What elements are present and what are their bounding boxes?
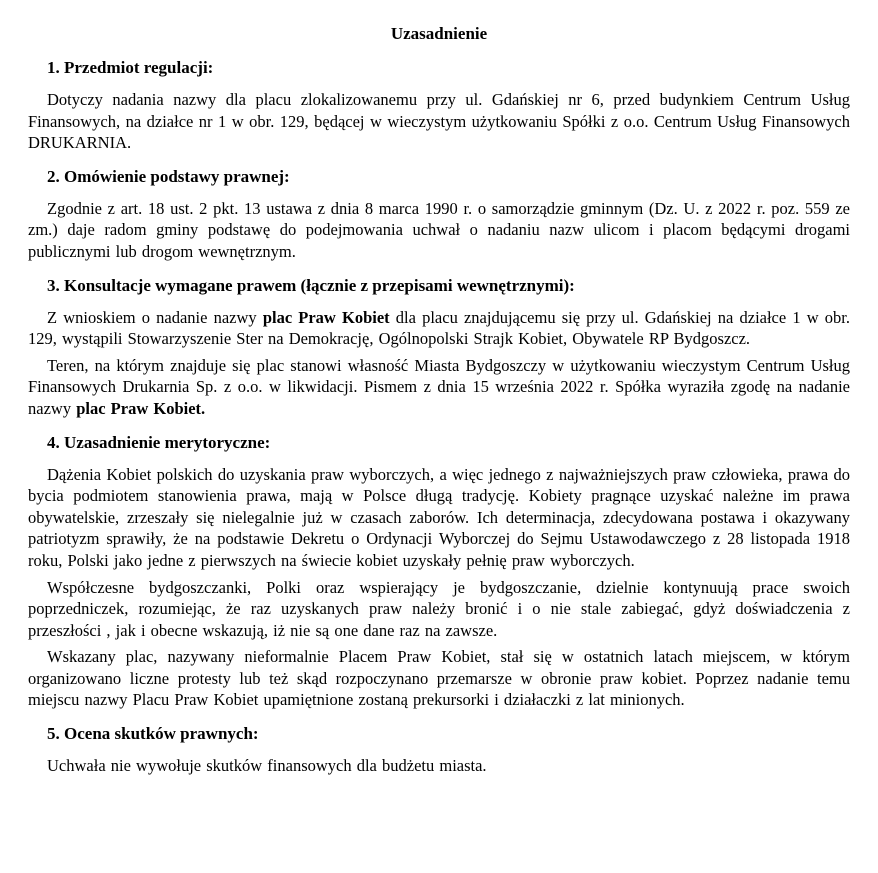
text-run: Z wnioskiem o nadanie nazwy bbox=[47, 307, 263, 327]
section-heading: 3. Konsultacje wymagane prawem (łącznie z przepisami wewnętrznymi): bbox=[47, 275, 575, 295]
section-podstawa-prawna bbox=[28, 166, 850, 263]
section-konsultacje bbox=[28, 275, 850, 420]
paragraph bbox=[28, 198, 850, 263]
bold-text-run: plac Praw Kobiet bbox=[262, 307, 390, 327]
section-heading: 1. Przedmiot regulacji: bbox=[47, 58, 214, 77]
section-heading: 2. Omówienie podstawy prawnej: bbox=[47, 166, 290, 186]
text-run: Uchwała nie wywołuje skutków finansowych dla budżetu miasta. bbox=[47, 756, 487, 776]
text-run: Wskazany plac, nazywany nieformalnie Placem Praw Kobiet, stał się w ostatnich latach miejscem, w którym organizowano liczne protesty lub też skąd rozpoczynano przemarsze w obronie praw kobiet. Poprzez nadanie temu miejscu nazwy Placu Praw Kobiet upamiętnione zostaną prekursorki i działaczki z lat minionych. bbox=[28, 647, 850, 710]
paragraph bbox=[28, 355, 850, 420]
text-run: Zgodnie z art. 18 ust. 2 pkt. 13 ustawa z dnia 8 marca 1990 r. o samorządzie gminnym (Dz. U. z 2022 r. poz. 559 ze zm.) daje radom gminy podstawę do podejmowania uchwał o nadaniu nazw ulicom i placom będącymi drogami publicznymi lub drogom wewnętrznym. bbox=[28, 198, 850, 261]
text-run: Teren, na którym znajduje się plac stanowi własność Miasta Bydgoszczy w użytkowaniu wieczystym Centrum Usług Finansowych Drukarnia Sp. z o.o. w likwidacji. Pismem z dnia 15 września 2022 r. Spółka wyraziła zgodę na nadanie nazwy bbox=[28, 355, 850, 418]
text-run: Dążenia Kobiet polskich do uzyskania praw wyborczych, a więc jednego z najważniejszych praw człowieka, prawa do bycia podmiotem stanowienia prawa, mają w Polsce długą tradycję. Kobiety pragnące uzyskać należne im prawa obywatelskie, zrzeszały się nielegalnie już w czasach zaborów. Ich determinacja, zdecydowana postawa i okazywany patriotyzm sprawiły, że na podstawie Dekretu o Ordynacji Wyborczej do Sejmu Ustawodawczego z 28 listopada 1918 roku, Polski jako jedne z pierwszych na świecie kobiet uzyskały pełnię praw wyborczych. bbox=[28, 464, 850, 570]
section-uzasadnienie-merytoryczne bbox=[28, 432, 850, 712]
text-run: Dotyczy nadania nazwy dla placu zlokalizowanemu przy ul. Gdańskiej nr 6, przed budynkiem Centrum Usług Finansowych, na działce nr 1 w obr. 129, będącej w wieczystym użytkowaniu Spółki z o.o. Centrum Usług Finansowych DRUKARNIA. bbox=[28, 90, 850, 153]
paragraph bbox=[28, 755, 850, 777]
paragraph bbox=[28, 577, 850, 642]
section-przedmiot-regulacji bbox=[28, 57, 850, 154]
text-run: dla placu znajdującemu się przy ul. Gdańskiej na działce 1 w obr. 129, wystąpili Stowarzyszenie Ster na Demokrację, Ogólnopolski Strajk Kobiet, Obywatele RP Bydgoszcz. bbox=[28, 307, 850, 349]
section-heading: 5. Ocena skutków prawnych: bbox=[47, 724, 259, 744]
document-title: Uzasadnienie bbox=[390, 24, 488, 43]
paragraph bbox=[28, 307, 850, 350]
section-ocena-skutkow-prawnych bbox=[28, 723, 850, 777]
bold-text-run: plac Praw Kobiet. bbox=[76, 398, 206, 418]
paragraph bbox=[28, 89, 850, 154]
paragraph bbox=[28, 646, 850, 711]
section-heading: 4. Uzasadnienie merytoryczne: bbox=[47, 432, 271, 452]
paragraph bbox=[28, 464, 850, 572]
text-run: Współczesne bydgoszczanki, Polki oraz wspierający je bydgoszczanie, dzielnie kontynuują prace swoich poprzedniczek, rozumiejąc, że raz uzyskanych praw należy bronić i o nie stale zabiegać, gdyż doświadczenia z przeszłości , jak i obecne wskazują, iż nie są one dane raz na zawsze. bbox=[28, 577, 850, 640]
